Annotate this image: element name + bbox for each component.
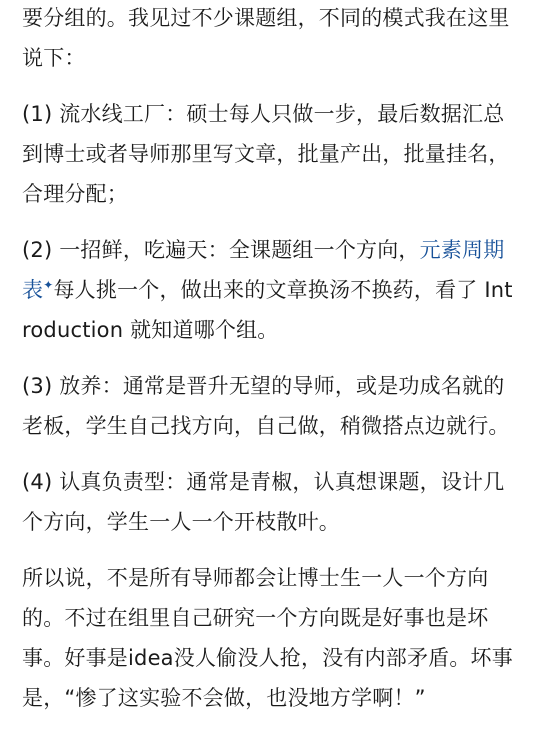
paragraph-intro: 要分组的。我见过不少课题组，不同的模式我在这里说下： xyxy=(22,6,510,70)
periodic-table-link[interactable]: 元素周期表 xyxy=(22,238,505,302)
paragraph-conclusion: 所以说，不是所有导师都会让博士生一人一个方向的。不过在组里自己研究一个方向既是好事也是坏事。好事是idea没人偷没人抢，没有内部矛盾。坏事是，“惨了这实验不会做，也没地方学啊！” xyxy=(22,566,513,710)
paragraph-mode-1: (1) 流水线工厂：硕士每人只做一步，最后数据汇总到博士或者导师那里写文章，批量产出，批量挂名，合理分配； xyxy=(22,102,510,206)
paragraph-gap xyxy=(22,542,518,558)
paragraph-gap xyxy=(22,78,518,94)
paragraph-mode-4: (4) 认真负责型：通常是青椒，认真想课题，设计几个方向，学生一人一个开枝散叶。 xyxy=(22,470,505,534)
paragraph-gap xyxy=(22,214,518,230)
link-sparkle-icon: ✦ xyxy=(43,278,54,292)
paragraph-mode-2 xyxy=(22,230,518,350)
mode-2-text-after: 每人挑一个，做出来的文章换汤不换药，看了 Introduction 就知道哪个组。 xyxy=(22,278,513,342)
paragraph-mode-3: (3) 放养：通常是晋升无望的导师，或是功成名就的老板，学生自己找方向，自己做，稍微搭点边就行。 xyxy=(22,374,510,438)
paragraph-gap xyxy=(22,350,518,366)
mode-2-text-before: (2) 一招鲜，吃遍天：全课题组一个方向， xyxy=(22,238,420,262)
paragraph-gap xyxy=(22,446,518,462)
